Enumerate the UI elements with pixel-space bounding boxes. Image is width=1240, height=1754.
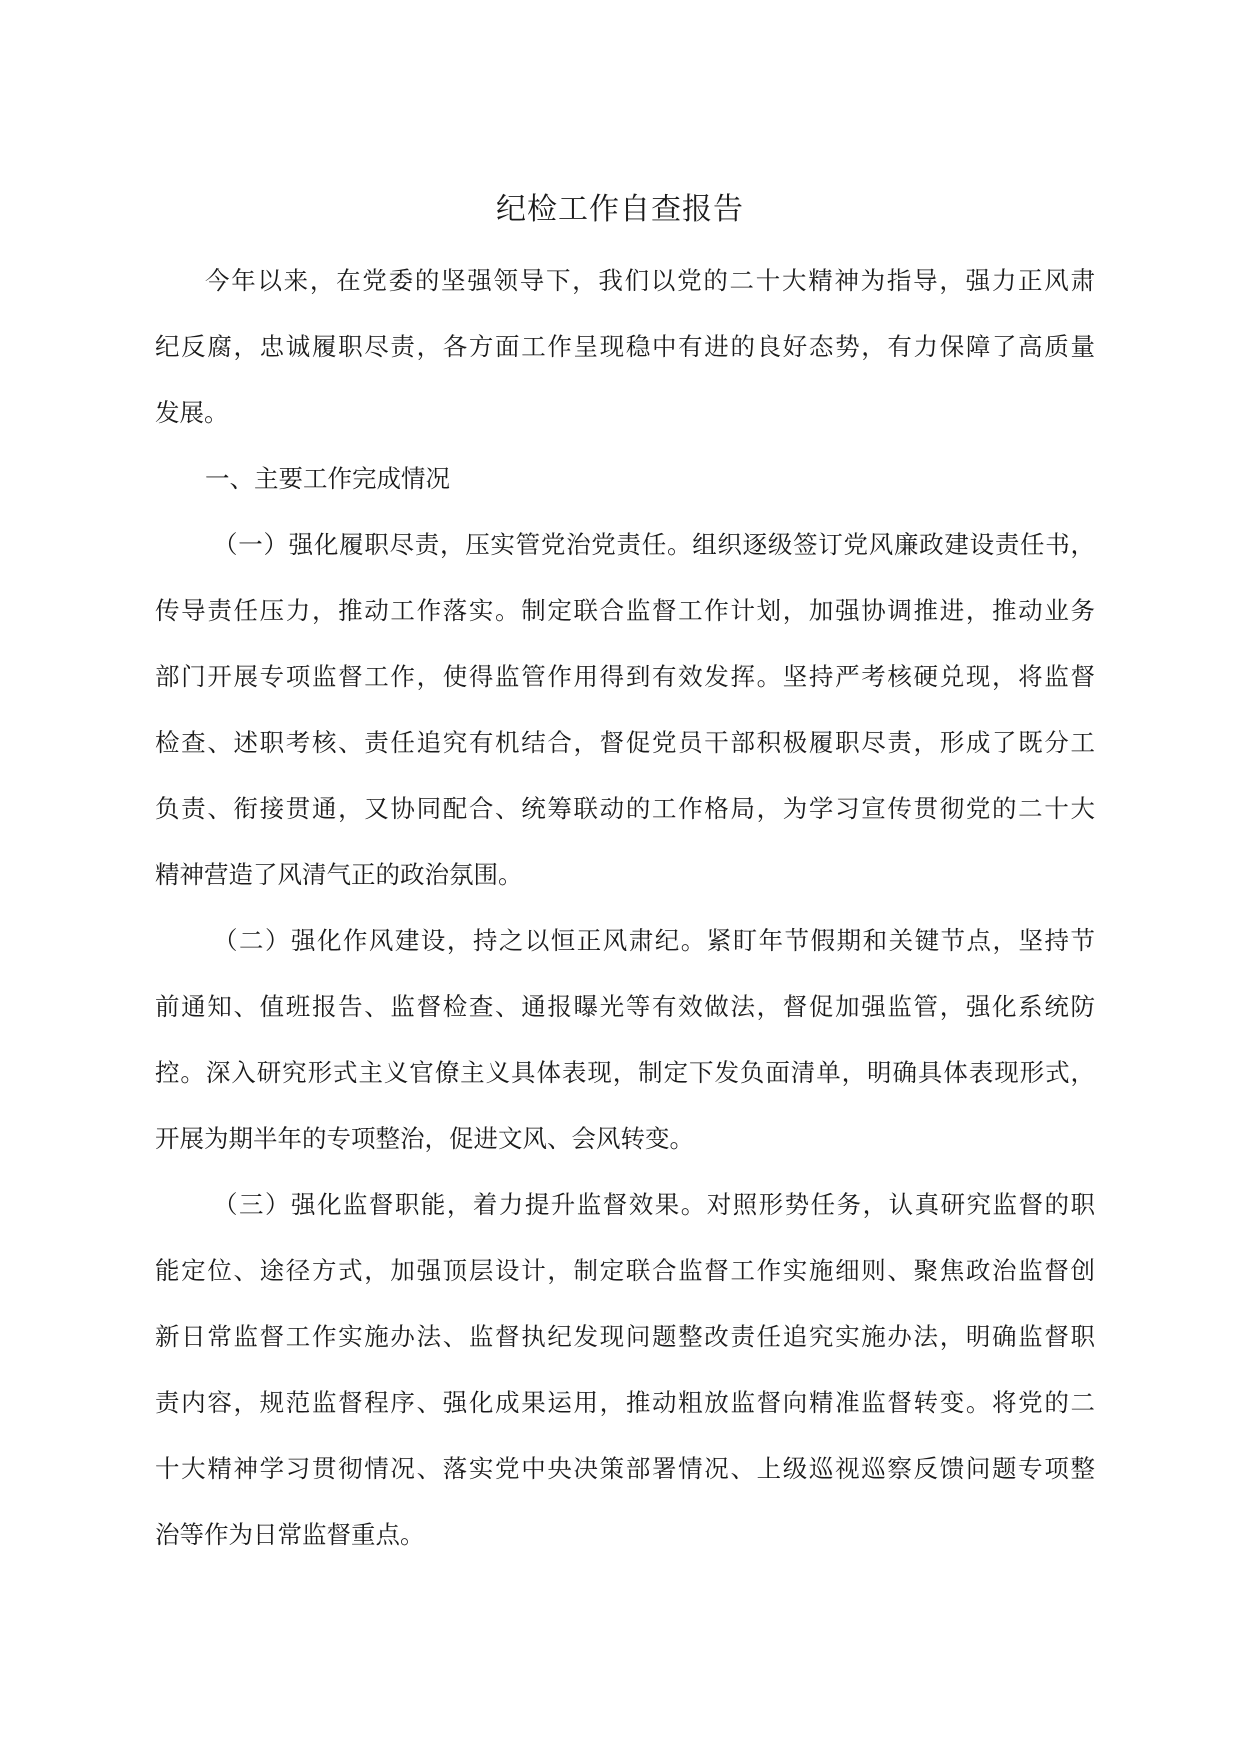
paragraph-3-line: 新日常监督工作实施办法、监督执纪发现问题整改责任追究实施办法，明确监督职 (155, 1322, 1095, 1351)
paragraph-1-line: （一）强化履职尽责，压实管党治党责任。组织逐级签订党风廉政建设责任书， (213, 530, 1095, 559)
paragraph-2-line: （二）强化作风建设，持之以恒正风肃纪。紧盯年节假期和关键节点，坚持节 (213, 926, 1095, 955)
paragraph-2-line: 控。深入研究形式主义官僚主义具体表现，制定下发负面清单，明确具体表现形式， (155, 1058, 1095, 1087)
intro-line: 发展。 (155, 398, 229, 427)
intro-line: 今年以来，在党委的坚强领导下，我们以党的二十大精神为指导，强力正风肃 (205, 266, 1095, 295)
paragraph-3-line: 能定位、途径方式，加强顶层设计，制定联合监督工作实施细则、聚焦政治监督创 (155, 1256, 1095, 1285)
section-heading: 一、主要工作完成情况 (205, 464, 450, 493)
paragraph-1-line: 检查、述职考核、责任追究有机结合，督促党员干部积极履职尽责，形成了既分工 (155, 728, 1095, 757)
paragraph-1-line: 精神营造了风清气正的政治氛围。 (155, 860, 523, 889)
paragraph-3-line: 十大精神学习贯彻情况、落实党中央决策部署情况、上级巡视巡察反馈问题专项整 (155, 1454, 1095, 1483)
paragraph-3-line: 治等作为日常监督重点。 (155, 1520, 425, 1549)
intro-line: 纪反腐，忠诚履职尽责，各方面工作呈现稳中有进的良好态势，有力保障了高质量 (155, 332, 1095, 361)
paragraph-3-line: 责内容，规范监督程序、强化成果运用，推动粗放监督向精准监督转变。将党的二 (155, 1388, 1095, 1417)
paragraph-1-line: 传导责任压力，推动工作落实。制定联合监督工作计划，加强协调推进，推动业务 (155, 596, 1095, 625)
paragraph-2-line: 前通知、值班报告、监督检查、通报曝光等有效做法，督促加强监管，强化系统防 (155, 992, 1095, 1021)
paragraph-1-line: 部门开展专项监督工作，使得监管作用得到有效发挥。坚持严考核硬兑现，将监督 (155, 662, 1095, 691)
document-title: 纪检工作自查报告 (496, 192, 744, 227)
paragraph-2-line: 开展为期半年的专项整治，促进文风、会风转变。 (155, 1124, 694, 1153)
paragraph-3-line: （三）强化监督职能，着力提升监督效果。对照形势任务，认真研究监督的职 (213, 1190, 1095, 1219)
paragraph-1-line: 负责、衔接贯通，又协同配合、统筹联动的工作格局，为学习宣传贯彻党的二十大 (155, 794, 1095, 823)
